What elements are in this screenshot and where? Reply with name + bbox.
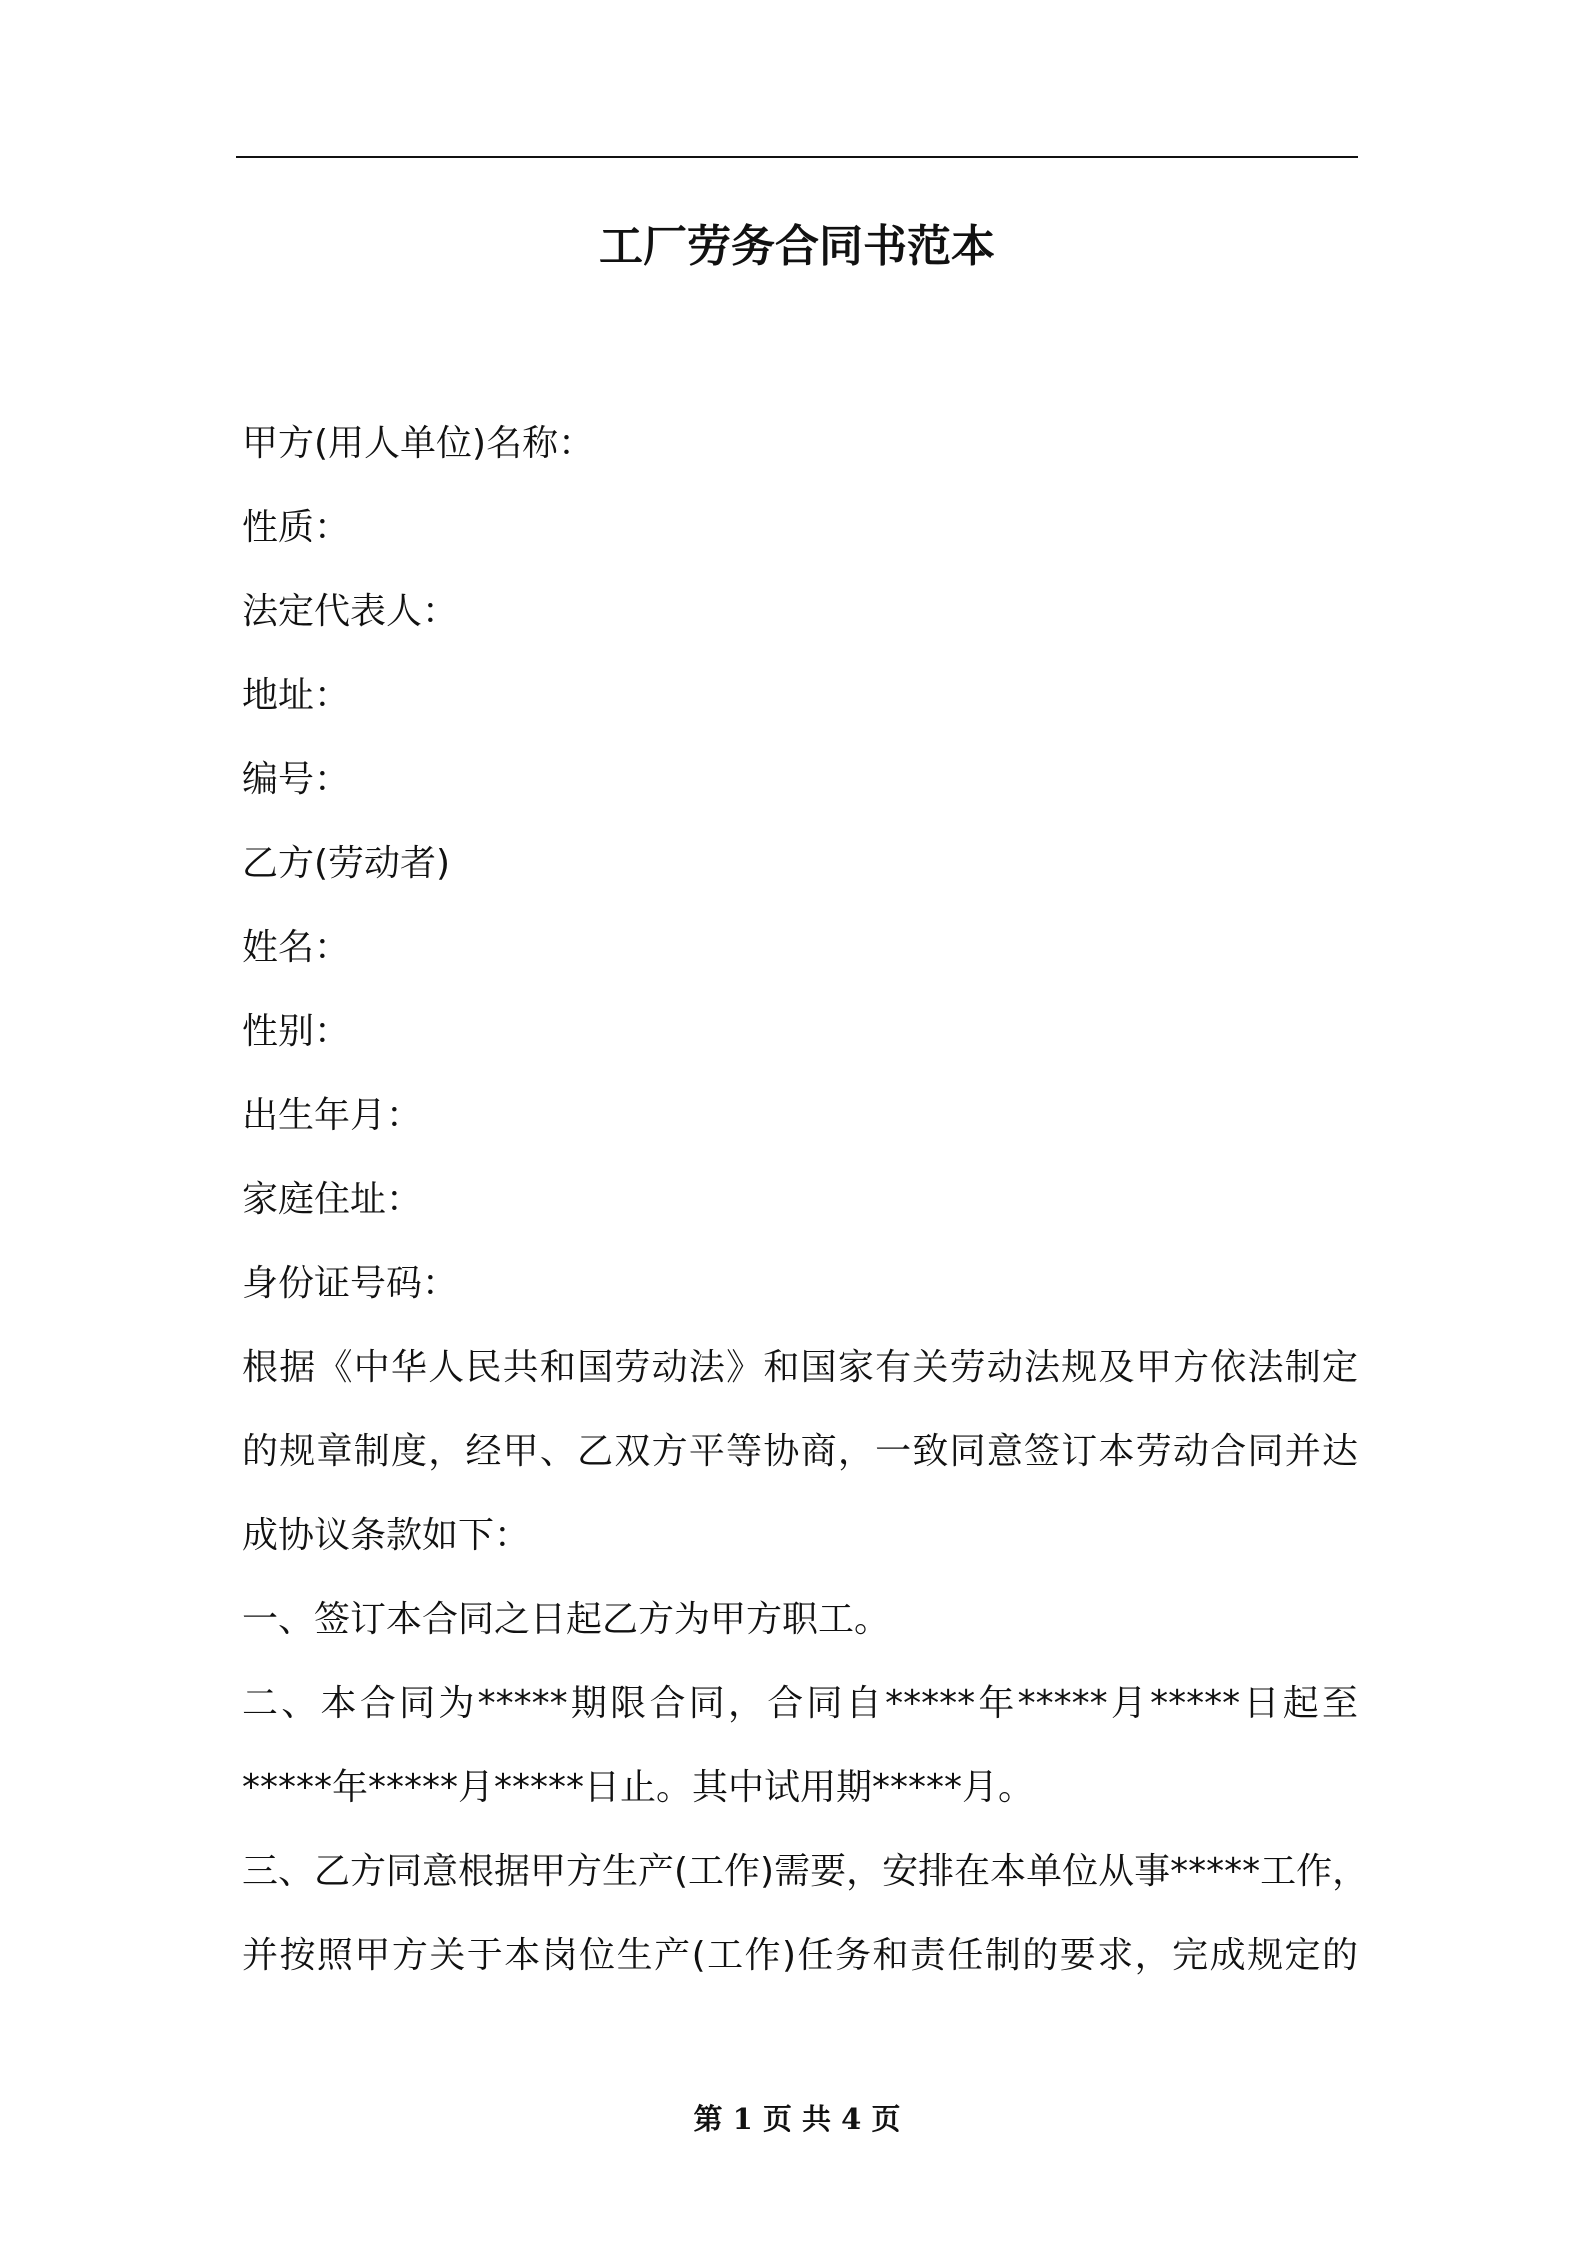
field-legal-rep: 法定代表人： — [242, 591, 459, 632]
page-label-prefix: 第 — [693, 2102, 723, 2136]
preamble-line: 根据《中华人民共和国劳动法》和国家有关劳动法规及甲方依法制定 — [242, 1347, 1358, 1388]
document-body — [242, 402, 1369, 1998]
field-nature: 性质： — [242, 507, 351, 548]
field-number: 编号： — [242, 759, 351, 800]
document-title: 工厂劳务合同书范本 — [599, 221, 995, 272]
clause-1-line: 一、签订本合同之日起乙方为甲方职工。 — [242, 1599, 891, 1640]
field-id-number: 身份证号码： — [242, 1263, 459, 1304]
total-pages: 4 — [841, 2102, 862, 2136]
field-name: 姓名： — [242, 927, 351, 968]
clause-2-line: 二、本合同为*****期限合同，合同自*****年*****月*****日起至 — [242, 1683, 1358, 1724]
clause-3-line: 并按照甲方关于本岗位生产(工作)任务和责任制的要求，完成规定的 — [242, 1935, 1358, 1976]
field-party-a-name: 甲方(用人单位)名称： — [242, 423, 595, 464]
page-label-mid: 页 共 — [762, 2102, 832, 2136]
field-home-address: 家庭住址： — [242, 1179, 423, 1220]
field-birth: 出生年月： — [242, 1095, 423, 1136]
clause-2-line: *****年*****月*****日止。其中试用期*****月。 — [242, 1767, 1035, 1808]
preamble-line: 成协议条款如下： — [242, 1515, 531, 1556]
preamble-line: 的规章制度，经甲、乙双方平等协商，一致同意签订本劳动合同并达 — [242, 1431, 1358, 1472]
field-address: 地址： — [242, 675, 351, 716]
clause-3-line: 三、乙方同意根据甲方生产(工作)需要，安排在本单位从事*****工作， — [242, 1851, 1369, 1892]
field-gender: 性别： — [242, 1011, 351, 1052]
page-label-suffix: 页 — [871, 2102, 901, 2136]
page-number: 1 — [732, 2102, 753, 2136]
field-party-b: 乙方(劳动者) — [242, 843, 451, 884]
header-rule — [236, 156, 1358, 158]
page-counter — [236, 2094, 1358, 2144]
